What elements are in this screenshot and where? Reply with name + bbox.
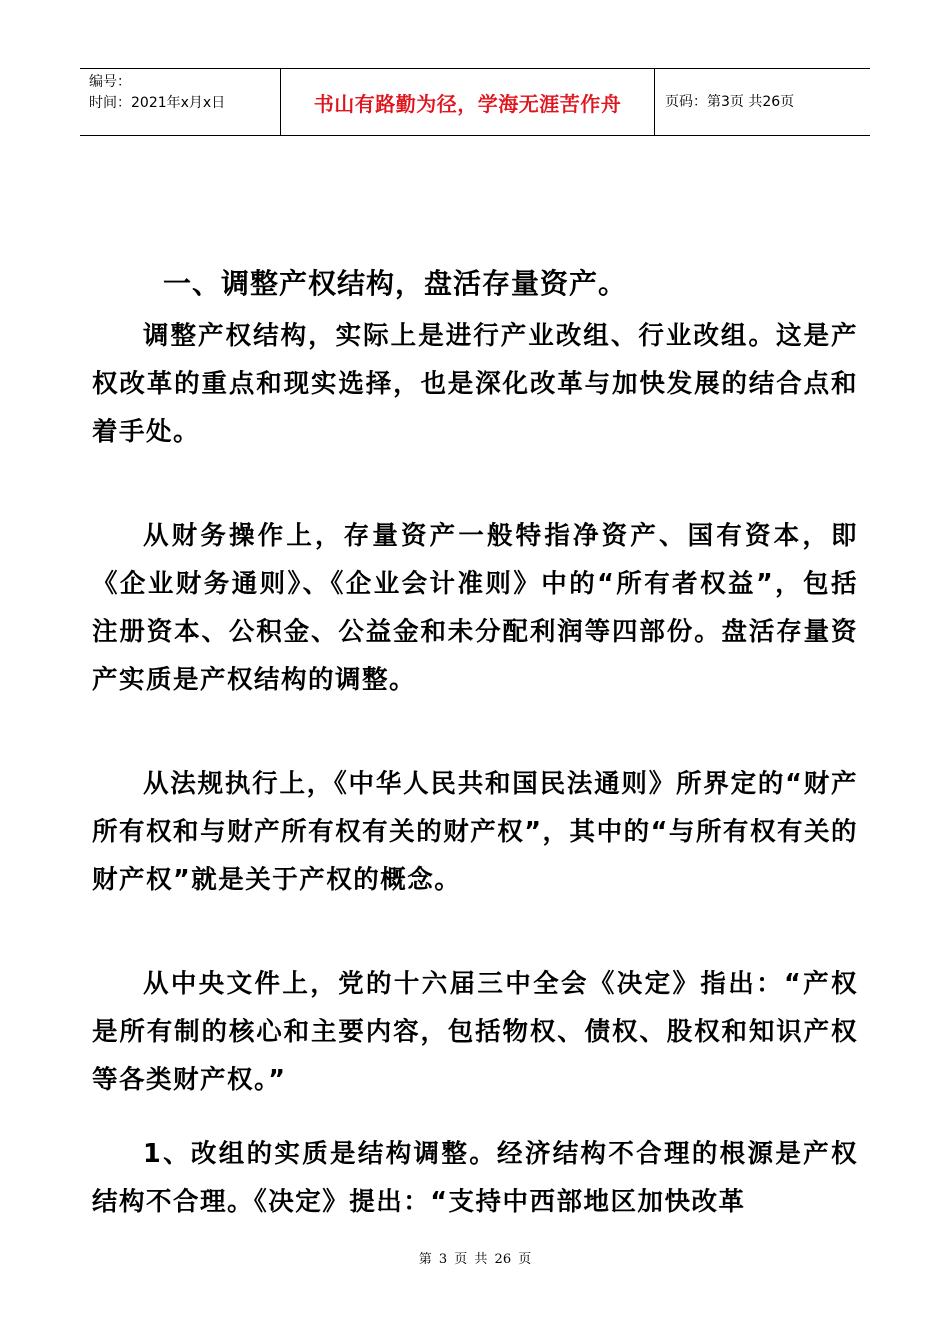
section-title: 一、调整产权结构，盘活存量资产。 (163, 267, 628, 300)
paragraph: 从财务操作上，存量资产一般特指净资产、国有资本，即《企业财务通则》、《企业会计准则》中的“所有者权益”，包括注册资本、公积金、公益金和未分配利润等四部份。盘活存量资产实质是产权结构的调整。 (92, 521, 858, 695)
header-motto: 书山有路勤为径，学海无涯苦作舟 (313, 91, 622, 116)
document-number-label: 编号： (89, 74, 131, 90)
page-footer: 第 3 页 共 26 页 (418, 1252, 532, 1267)
header-page-number: 页码：第3页 共26页 (665, 93, 795, 110)
document-time-label: 时间：2021年x月x日 (89, 95, 226, 111)
paragraph: 从法规执行上，《中华人民共和国民法通则》所界定的“财产所有权和与财产所有权有关的财产权”，其中的“与所有权有关的财产权”就是关于产权的概念。 (92, 769, 858, 895)
paragraph: 1、改组的实质是结构调整。经济结构不合理的根源是产权结构不合理。《决定》提出：“支持中西部地区加快改革 (92, 1139, 858, 1217)
paragraph: 从中央文件上，党的十六届三中全会《决定》指出：“产权是所有制的核心和主要内容，包括物权、债权、股权和知识产权等各类财产权。” (92, 969, 858, 1095)
paragraph: 调整产权结构，实际上是进行产业改组、行业改组。这是产权改革的重点和现实选择，也是深化改革与加快发展的结合点和着手处。 (92, 321, 858, 447)
